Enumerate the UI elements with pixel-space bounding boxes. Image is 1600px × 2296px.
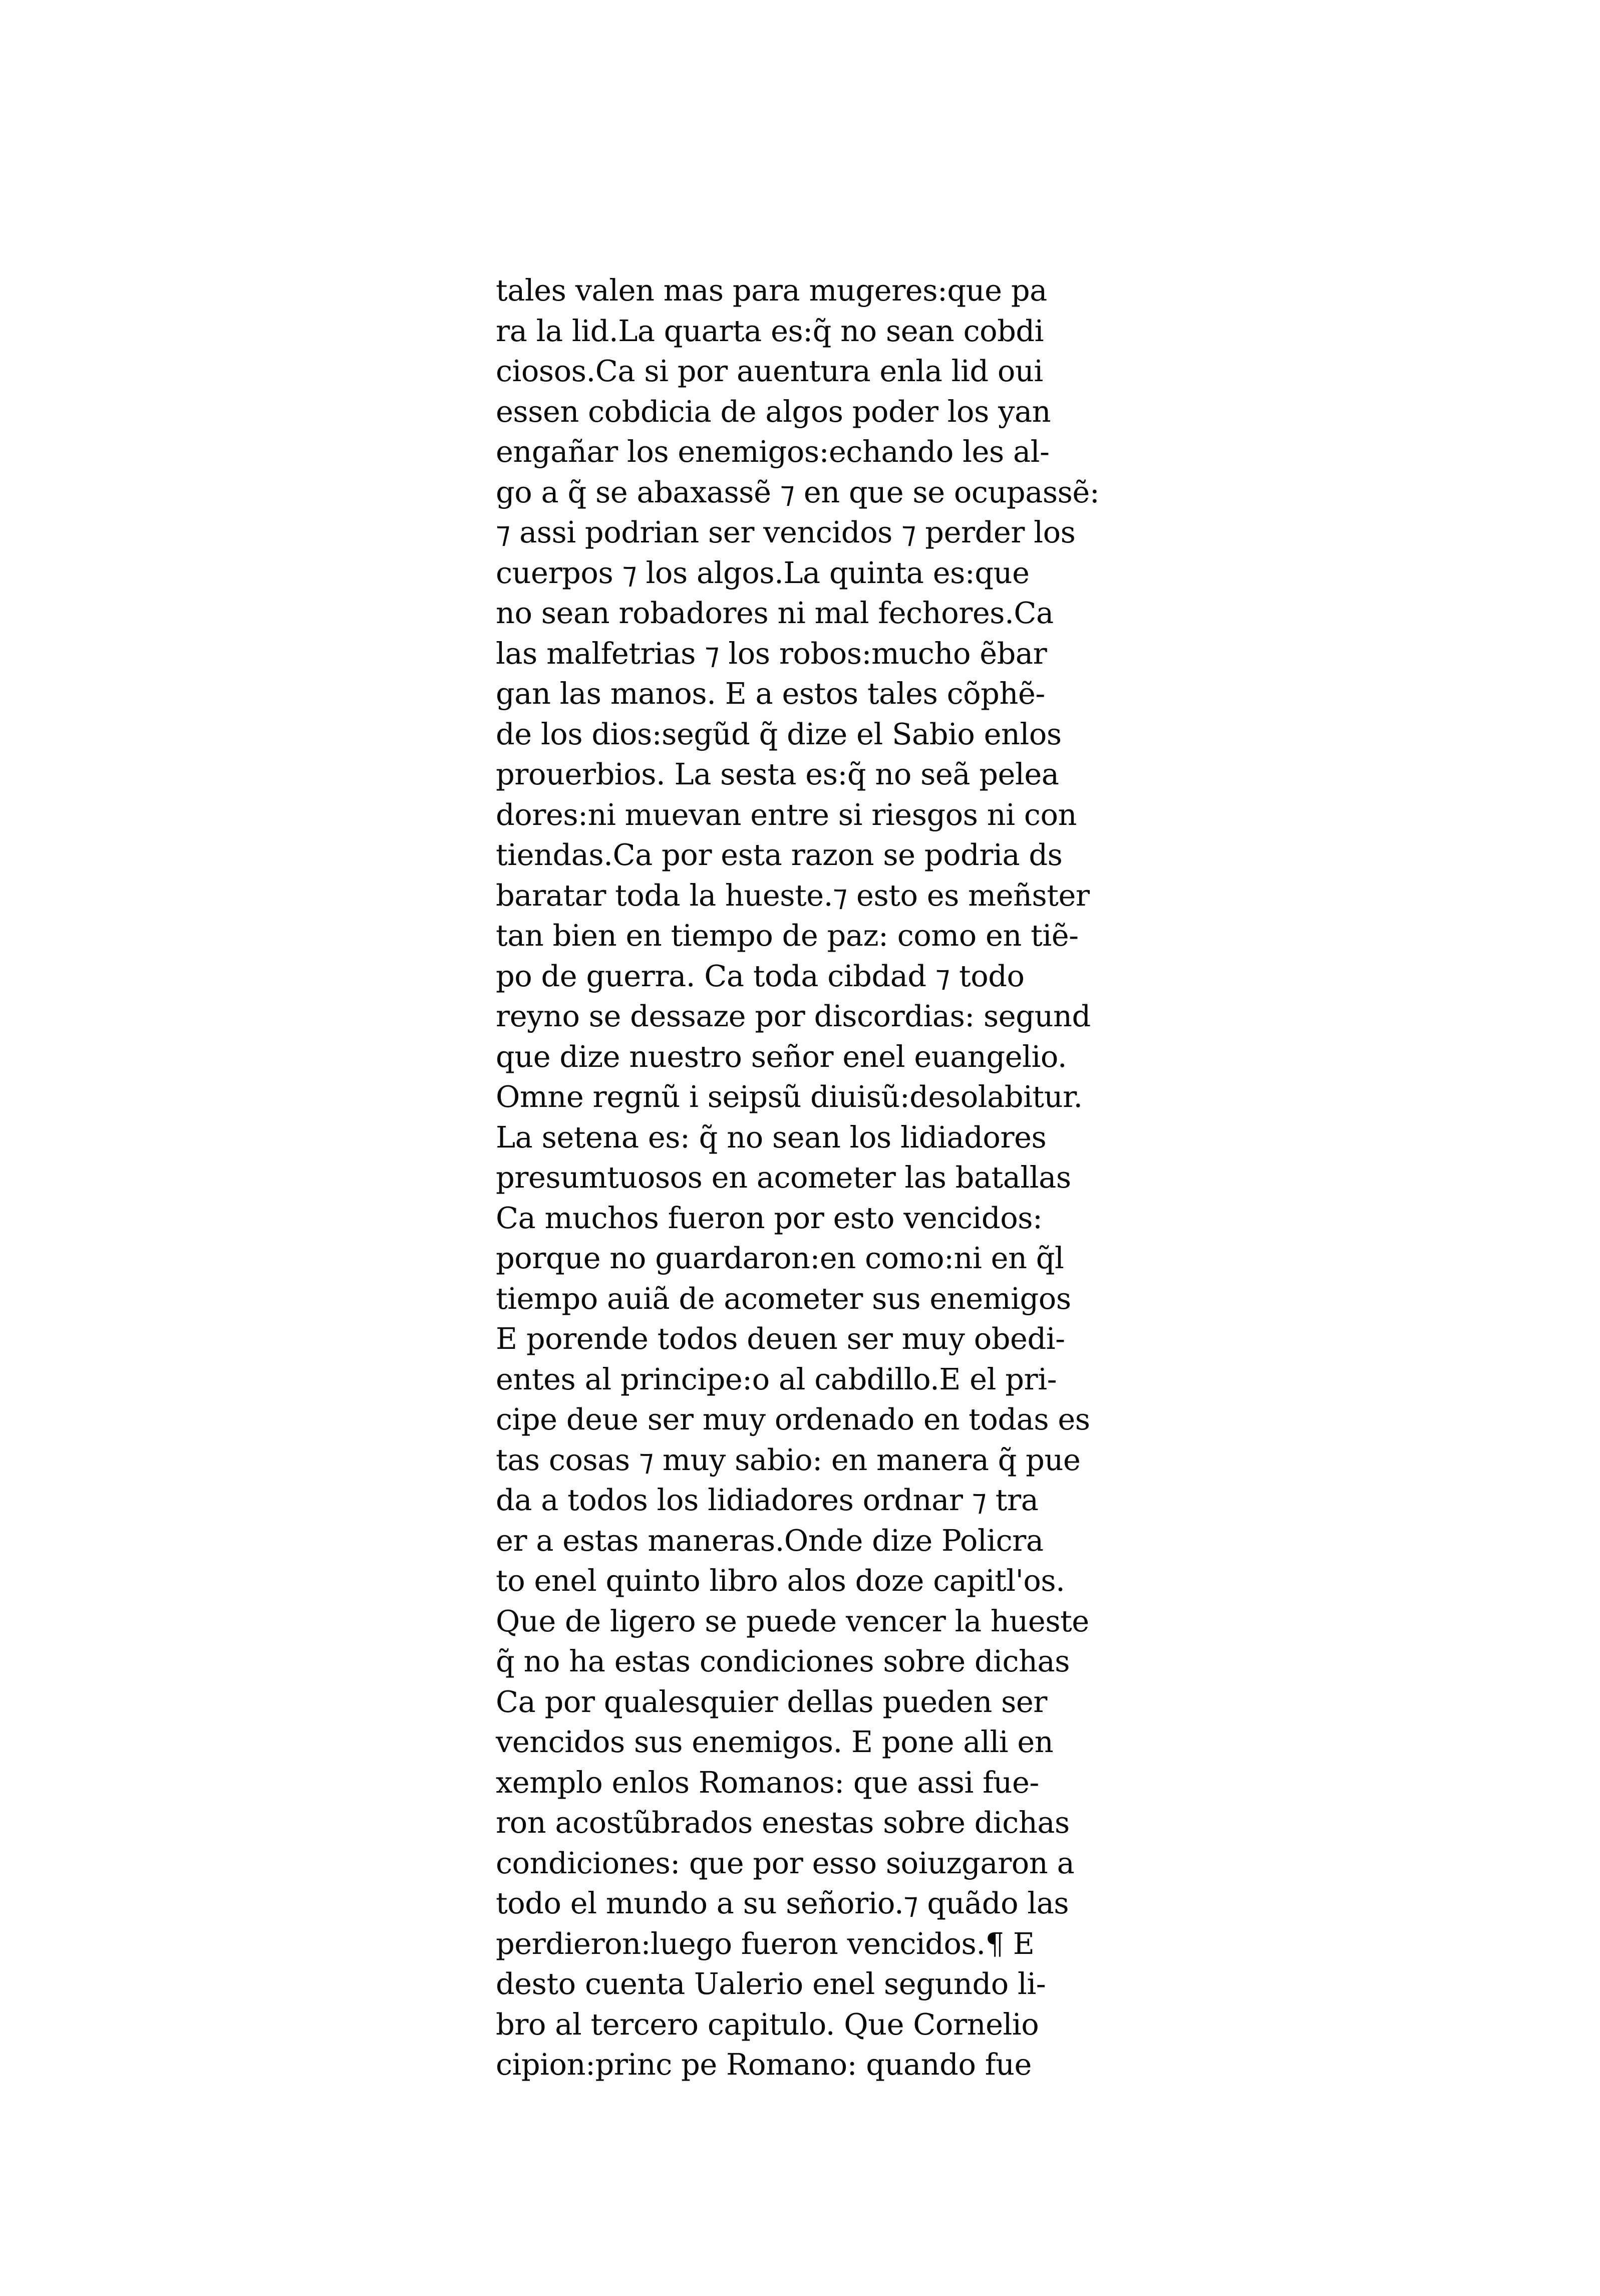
text-line: de los dios:segũd q̃ dize el Sabio enlos <box>496 716 1062 751</box>
text-line: essen cobdicia de algos poder los yan <box>496 394 1051 429</box>
text-line: cipe deue ser muy ordenado en todas es <box>496 1402 1090 1437</box>
text-line: tas cosas ⁊ muy sabio: en manera q̃ pue <box>496 1442 1081 1477</box>
text-line: xemplo enlos Romanos: que assi fue- <box>496 1765 1039 1800</box>
text-line: las malfetrias ⁊ los robos:mucho ẽbar <box>496 636 1047 671</box>
text-line: ron acostũbrados enestas sobre dichas <box>496 1805 1070 1840</box>
text-line: er a estas maneras.Onde dize Policra <box>496 1523 1044 1558</box>
text-line: ⁊ assi podrian ser vencidos ⁊ perder los <box>496 515 1076 549</box>
text-line: perdieron:luego fueron vencidos.¶ E <box>496 1926 1035 1961</box>
text-line: desto cuenta Ualerio enel segundo li- <box>496 1966 1046 2001</box>
text-line: cuerpos ⁊ los algos.La quinta es:que <box>496 555 1030 590</box>
text-line: ciosos.Ca si por auentura enla lid oui <box>496 354 1043 388</box>
text-line: E porende todos deuen ser muy obedi- <box>496 1321 1065 1356</box>
text-line: go a q̃ se abaxassẽ ⁊ en que se ocupassẽ: <box>496 474 1100 509</box>
text-line: baratar toda la hueste.⁊ esto es meñster <box>496 878 1090 913</box>
text-line: La setena es: q̃ no sean los lidiadores <box>496 1119 1047 1155</box>
text-line: gan las manos. E a estos tales cõphẽ- <box>496 676 1045 711</box>
text-column <box>496 270 1107 2085</box>
text-line: engañar los enemigos:echando les al- <box>496 434 1050 469</box>
text-line: ra la lid.La quarta es:q̃ no sean cobdi <box>496 313 1044 348</box>
text-line: tales valen mas para mugeres:que pa <box>496 273 1047 308</box>
text-line: todo el mundo a su señorio.⁊ quãdo las <box>496 1886 1069 1920</box>
text-line: dores:ni muevan entre si riesgos ni con <box>496 797 1077 832</box>
text-line: da a todos los lidiadores ordnar ⁊ tra <box>496 1483 1039 1517</box>
text-line: po de guerra. Ca toda cibdad ⁊ todo <box>496 958 1025 993</box>
text-line: prouerbios. La sesta es:q̃ no seã pelea <box>496 757 1059 791</box>
text-line: porque no guardaron:en como:ni en q̃l <box>496 1241 1064 1275</box>
text-line: entes al principe:o al cabdillo.E el pri- <box>496 1361 1057 1396</box>
text-line: reyno se dessaze por discordias: segund <box>496 999 1091 1033</box>
text-line: bro al tercero capitulo. Que Cornelio <box>496 2006 1039 2042</box>
text-line: tan bien en tiempo de paz: como en tiẽ- <box>496 918 1079 953</box>
text-line: tiempo auiã de acometer sus enemigos <box>496 1281 1071 1316</box>
text-line: cipion:princ pe Romano: quando fue <box>496 2047 1032 2082</box>
text-line: presumtuosos en acometer las batallas <box>496 1160 1071 1195</box>
text-line: tiendas.Ca por esta razon se podria ds <box>496 837 1063 872</box>
text-line: to enel quinto libro alos doze capitl'os. <box>496 1563 1065 1598</box>
text-line: no sean robadores ni mal fechores.Ca <box>496 596 1054 630</box>
text-line: vencidos sus enemigos. E pone alli en <box>496 1725 1054 1759</box>
text-line: que dize nuestro señor enel euangelio. <box>496 1039 1067 1074</box>
text-line: Omne regnũ i seipsũ diuisũ:desolabitur. <box>496 1079 1083 1114</box>
text-line: q̃ no ha estas condiciones sobre dichas <box>496 1644 1070 1678</box>
text-line: Ca por qualesquier dellas pueden ser <box>496 1684 1047 1719</box>
text-line: Ca muchos fueron por esto vencidos: <box>496 1200 1043 1235</box>
text-line: condiciones: que por esso soiuzgaron a <box>496 1845 1075 1880</box>
text-line: Que de ligero se puede vencer la hueste <box>496 1603 1089 1638</box>
